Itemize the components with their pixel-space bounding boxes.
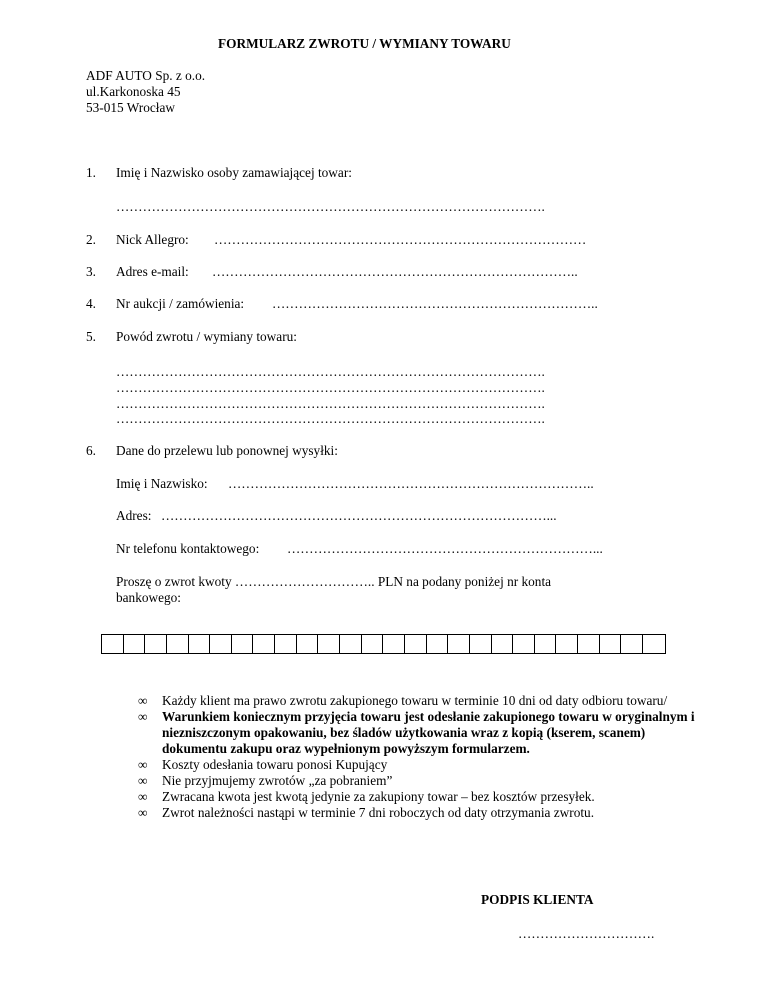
- bank-account-boxes[interactable]: [101, 634, 666, 654]
- field-2-input-line[interactable]: …………………………………………………………………………: [214, 232, 587, 247]
- account-digit-box[interactable]: [145, 635, 167, 653]
- phone-input-line[interactable]: ……………………………………………………………...: [287, 541, 603, 556]
- account-digit-box[interactable]: [189, 635, 211, 653]
- field-2-label: Nick Allegro:: [116, 232, 189, 247]
- infinity-bullet-icon: ∞: [138, 757, 148, 772]
- field-3-label: Adres e-mail:: [116, 264, 189, 279]
- account-digit-box[interactable]: [643, 635, 665, 653]
- reason-line[interactable]: …………………………………………………………………………………….: [116, 364, 545, 379]
- field-4-number: 4.: [86, 296, 96, 311]
- account-digit-box[interactable]: [578, 635, 600, 653]
- account-digit-box[interactable]: [383, 635, 405, 653]
- signature-line[interactable]: ………………………….: [518, 926, 655, 941]
- terms-list: [138, 693, 698, 821]
- company-street: ul.Karkonoska 45: [86, 84, 181, 99]
- account-digit-box[interactable]: [513, 635, 535, 653]
- account-digit-box[interactable]: [470, 635, 492, 653]
- account-digit-box[interactable]: [253, 635, 275, 653]
- infinity-bullet-icon: ∞: [138, 693, 148, 708]
- infinity-bullet-icon: ∞: [138, 805, 148, 820]
- account-digit-box[interactable]: [232, 635, 254, 653]
- infinity-bullet-icon: ∞: [138, 709, 148, 724]
- recipient-name-label: Imię i Nazwisko:: [116, 476, 208, 491]
- terms-item: ∞ Każdy klient ma prawo zwrotu zakupionego towaru w terminie 10 dni od daty odbioru towaru/: [138, 693, 668, 708]
- field-3-input-line[interactable]: ………………………………………………………………………..: [212, 264, 578, 279]
- field-4-label: Nr aukcji / zamówienia:: [116, 296, 245, 311]
- account-digit-box[interactable]: [427, 635, 449, 653]
- field-6-number: 6.: [86, 443, 96, 458]
- reason-line[interactable]: …………………………………………………………………………………….: [116, 411, 545, 426]
- reason-line[interactable]: …………………………………………………………………………………….: [116, 380, 545, 395]
- account-digit-box[interactable]: [124, 635, 146, 653]
- account-digit-box[interactable]: [405, 635, 427, 653]
- terms-item: ∞ Warunkiem koniecznym przyjęcia towaru jest odesłanie zakupionego towaru w oryginalnym i niezniszczonym opakowaniu, bez śladów użytkowania wraz z kopią (kserem, scanem) dokumentu zakupu oraz wypełnionym powyższym formularzem.: [138, 709, 695, 756]
- page-title: FORMULARZ ZWROTU / WYMIANY TOWARU: [218, 36, 511, 51]
- terms-item: ∞ Koszty odesłania towaru ponosi Kupujący: [138, 757, 388, 772]
- recipient-name-input-line[interactable]: ………………………………………………………………………..: [228, 476, 594, 491]
- company-city: 53-015 Wrocław: [86, 100, 175, 115]
- field-5-label: Powód zwrotu / wymiany towaru:: [116, 329, 297, 344]
- phone-label: Nr telefonu kontaktowego:: [116, 541, 260, 556]
- refund-amount-line[interactable]: Proszę o zwrot kwoty ………………………….. PLN na podany poniżej nr konta: [116, 574, 552, 589]
- reason-line[interactable]: …………………………………………………………………………………….: [116, 396, 545, 411]
- field-6-label: Dane do przelewu lub ponownej wysyłki:: [116, 443, 338, 458]
- recipient-address-input-line[interactable]: ……………………………………………………………………………...: [161, 508, 557, 523]
- account-digit-box[interactable]: [362, 635, 384, 653]
- account-digit-box[interactable]: [600, 635, 622, 653]
- terms-item: ∞ Nie przyjmujemy zwrotów „za pobraniem”: [138, 773, 393, 788]
- account-digit-box[interactable]: [318, 635, 340, 653]
- refund-amount-line-2: bankowego:: [116, 590, 181, 605]
- account-digit-box[interactable]: [621, 635, 643, 653]
- recipient-address-label: Adres:: [116, 508, 152, 523]
- company-name: ADF AUTO Sp. z o.o.: [86, 68, 206, 83]
- account-digit-box[interactable]: [210, 635, 232, 653]
- terms-item: ∞ Zwracana kwota jest kwotą jedynie za zakupiony towar – bez kosztów przesyłek.: [138, 789, 595, 804]
- signature-label: PODPIS KLIENTA: [481, 892, 594, 907]
- account-digit-box[interactable]: [297, 635, 319, 653]
- field-4-input-line[interactable]: ………………………………………………………………..: [272, 296, 598, 311]
- field-1-number: 1.: [86, 165, 96, 180]
- account-digit-box[interactable]: [102, 635, 124, 653]
- field-3-number: 3.: [86, 264, 96, 279]
- account-digit-box[interactable]: [535, 635, 557, 653]
- account-digit-box[interactable]: [556, 635, 578, 653]
- account-digit-box[interactable]: [340, 635, 362, 653]
- field-1-label: Imię i Nazwisko osoby zamawiającej towar:: [116, 165, 352, 180]
- terms-item: ∞ Zwrot należności nastąpi w terminie 7 dni roboczych od daty otrzymania zwrotu.: [138, 805, 595, 820]
- field-2-number: 2.: [86, 232, 96, 247]
- account-digit-box[interactable]: [167, 635, 189, 653]
- account-digit-box[interactable]: [275, 635, 297, 653]
- account-digit-box[interactable]: [448, 635, 470, 653]
- infinity-bullet-icon: ∞: [138, 789, 148, 804]
- account-digit-box[interactable]: [492, 635, 514, 653]
- field-5-number: 5.: [86, 329, 96, 344]
- infinity-bullet-icon: ∞: [138, 773, 148, 788]
- field-1-input-line[interactable]: …………………………………………………………………………………….: [116, 199, 545, 214]
